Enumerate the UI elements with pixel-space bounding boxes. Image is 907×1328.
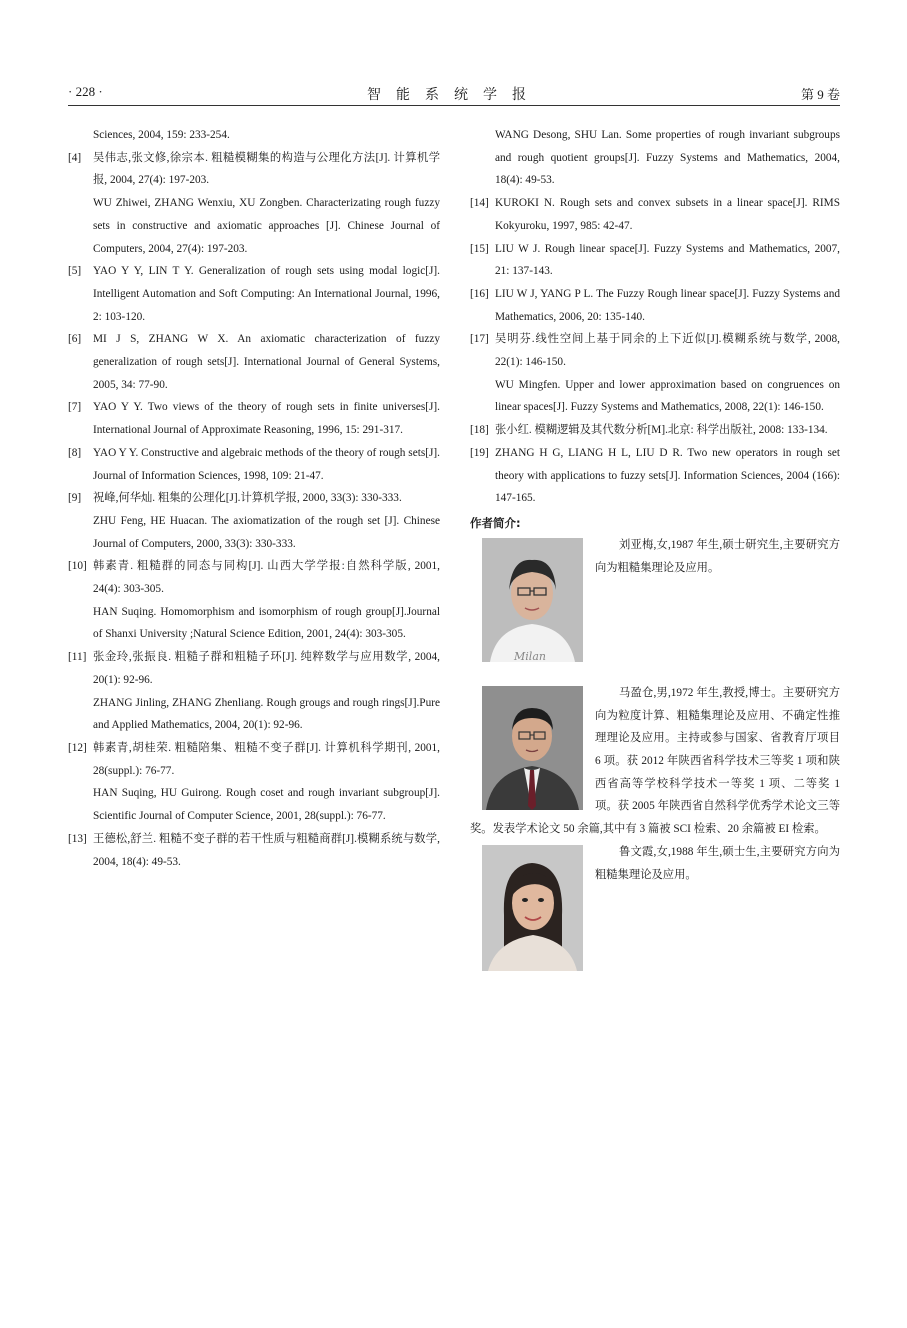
reference-text: KUROKI N. Rough sets and convex subsets in a linear space[J]. RIMS Kokyuroku, 1997, 985: 42-47. [495, 197, 840, 232]
authors-section-title: 作者简介: [470, 515, 521, 530]
author-photo-1 [482, 538, 583, 662]
right-column [470, 124, 840, 975]
author-bio-3 [470, 841, 840, 969]
reference-item [68, 646, 440, 737]
reference-item [68, 147, 440, 261]
reference-item [470, 192, 840, 237]
reference-text: 王德松,舒兰. 粗糙不变子群的若干性质与粗糙商群[J].模糊系统与数学, 2004, 18(4): 49-53. [93, 832, 440, 868]
reference-list-left [68, 147, 440, 874]
reference-item [470, 238, 840, 283]
author-bio-text-2: 马盈仓,男,1972 年生,教授,博士。主要研究方向为粒度计算、粗糙集理论及应用、不确定性推理理论及应用。主持或参与国家、省教育厅项目 6 项。获 2012 年陕西省科学技术三等奖 1 项和陕西省高等学校科学技术一等奖 1 项、二等奖 1 项。获 2005 年陕西省自然科学优秀学术论文三等奖。发表学术论文 50 余篇,其中有 3 篇被 SCI 检索、20 余篇被 EI 检索。 [470, 686, 840, 836]
reference-number: [9] [68, 492, 82, 505]
reference-item [470, 419, 840, 442]
reference-text: YAO Y Y. Two views of the theory of rough sets in finite universes[J]. International Journal of Approximate Reasoning, 1996, 15: 291-317. [93, 401, 440, 437]
author-photo-3 [482, 845, 583, 971]
reference-list-right [470, 192, 840, 510]
reference-number: [17] [470, 333, 489, 346]
reference-text: LIU W J, YANG P L. The Fuzzy Rough linear space[J]. Fuzzy Systems and Mathematics, 2006, 20: 135-140. [495, 287, 840, 323]
reference-number: [5] [68, 265, 82, 278]
reference-number: [14] [470, 197, 489, 210]
author-bio-text-1: 刘亚梅,女,1987 年生,硕士研究生,主要研究方向为粗糙集理论及应用。 [595, 538, 840, 574]
reference-text: ZHANG H G, LIANG H L, LIU D R. Two new operators in rough set theory with applications to fuzzy sets[J]. Information Sciences, 2004 (166): 147-165. [495, 446, 840, 505]
reference-text: YAO Y Y, LIN T Y. Generalization of rough sets using modal logic[J]. Intelligent Automation and Soft Computing: An International Journal, 1996, 2: 103-120. [93, 265, 440, 323]
reference-number: [11] [68, 651, 87, 664]
volume-label: 第 9 卷 [800, 87, 840, 102]
author-photo-2 [482, 686, 583, 810]
photo-signature: Milan [514, 649, 546, 662]
reference-text: 祝峰,何华灿. 粗集的公理化[J].计算机学报, 2000, 33(3): 330-333. [93, 492, 402, 505]
reference-english-text: ZHU Feng, HE Huacan. The axiomatization of the rough set [J]. Chinese Journal of Computers, 2000, 33(3): 330-333. [93, 514, 440, 550]
reference-number: [18] [470, 424, 489, 437]
reference-number: [7] [68, 401, 82, 414]
reference-text: LIU W J. Rough linear space[J]. Fuzzy Systems and Mathematics, 2007, 21: 137-143. [495, 242, 840, 278]
reference-english-text: WU Zhiwei, ZHANG Wenxiu, XU Zongben. Characterizating rough fuzzy sets in constructive and axiomatic approaches [J]. Chinese Journal of Computers, 2004, 27(4): 197-203. [93, 197, 440, 255]
page-header [68, 84, 840, 104]
header-rule [68, 105, 840, 106]
page-number: · 228 · [68, 84, 103, 99]
reference-number: [8] [68, 446, 82, 459]
author-bio-2 [470, 682, 840, 841]
reference-text: 吴伟志,张文修,徐宗本. 粗糙模糊集的构造与公理化方法[J]. 计算机学报, 2004, 27(4): 197-203. [93, 151, 440, 187]
author-bio-text-3: 鲁文霞,女,1988 年生,硕士生,主要研究方向为粗糙集理论及应用。 [595, 845, 840, 881]
reference-text: 韩素青. 粗糙群的同态与同构[J]. 山西大学学报:自然科学版, 2001, 24(4): 303-305. [93, 560, 440, 596]
reference-item [68, 828, 440, 873]
reference-item [470, 442, 840, 510]
reference-item [68, 260, 440, 328]
journal-title: 智能系统学报 [367, 88, 541, 103]
reference-number: [15] [470, 242, 489, 255]
reference-continuation: WANG Desong, SHU Lan. Some properties of rough invariant subgroups and rough quotient groups[J]. Fuzzy Systems and Mathematics, 2004, 18(4): 49-53. [495, 129, 840, 187]
reference-text: 吴明芬.线性空间上基于同余的上下近似[J].模糊系统与数学, 2008, 22(1): 146-150. [495, 333, 840, 369]
reference-text: 韩素青,胡桂荣. 粗糙陪集、粗糙不变子群[J]. 计算机科学期刊, 2001, 28(suppl.): 76-77. [93, 741, 440, 777]
reference-number: [19] [470, 446, 489, 459]
reference-text: 张金玲,张振良. 粗糙子群和粗糙子环[J]. 纯粹数学与应用数学, 2004, 20(1): 92-96. [93, 651, 440, 686]
author-bio-1 [470, 534, 840, 662]
reference-number: [10] [68, 560, 87, 573]
reference-number: [6] [68, 333, 82, 346]
reference-english-text: WU Mingfen. Upper and lower approximation based on congruences on linear spaces[J]. Fuzzy Systems and Mathematics, 2008, 22(1): 146-150. [495, 378, 840, 414]
reference-item [470, 328, 840, 419]
reference-item [68, 442, 440, 487]
reference-number: [13] [68, 832, 87, 845]
reference-number: [16] [470, 287, 489, 300]
reference-english-text: HAN Suqing, HU Guirong. Rough coset and rough invariant subgroup[J]. Scientific Journal of Computer Science, 2001, 28(suppl.): 76-77. [93, 787, 440, 823]
reference-item [68, 737, 440, 828]
reference-number: [4] [68, 151, 82, 164]
reference-english-text: ZHANG Jinling, ZHANG Zhenliang. Rough grougs and rough rings[J].Pure and Applied Mathematics, 2004, 20(1): 92-96. [93, 696, 440, 732]
reference-english-text: HAN Suqing. Homomorphism and isomorphism of rough group[J].Journal of Shanxi University ;Natural Science Edition, 2001, 24(4): 303-305. [93, 605, 440, 641]
reference-text: MI J S, ZHANG W X. An axiomatic characterization of fuzzy generalization of rough sets[J]. International Journal of General Systems, 2005, 34: 77-90. [93, 333, 440, 391]
left-column [68, 124, 440, 873]
reference-item [68, 328, 440, 396]
reference-text: YAO Y Y. Constructive and algebraic methods of the theory of rough sets[J]. Journal of Information Sciences, 1998, 109: 21-47. [93, 446, 440, 482]
reference-item [68, 487, 440, 555]
reference-item [68, 396, 440, 441]
reference-number: [12] [68, 741, 87, 754]
portrait-image [482, 686, 583, 810]
portrait-image [482, 538, 583, 662]
reference-continuation: Sciences, 2004, 159: 233-254. [93, 129, 230, 141]
reference-text: 张小红. 模糊逻辑及其代数分析[M].北京: 科学出版社, 2008: 133-134. [495, 424, 828, 437]
reference-item [68, 555, 440, 646]
portrait-image [482, 845, 583, 971]
reference-item [470, 283, 840, 328]
